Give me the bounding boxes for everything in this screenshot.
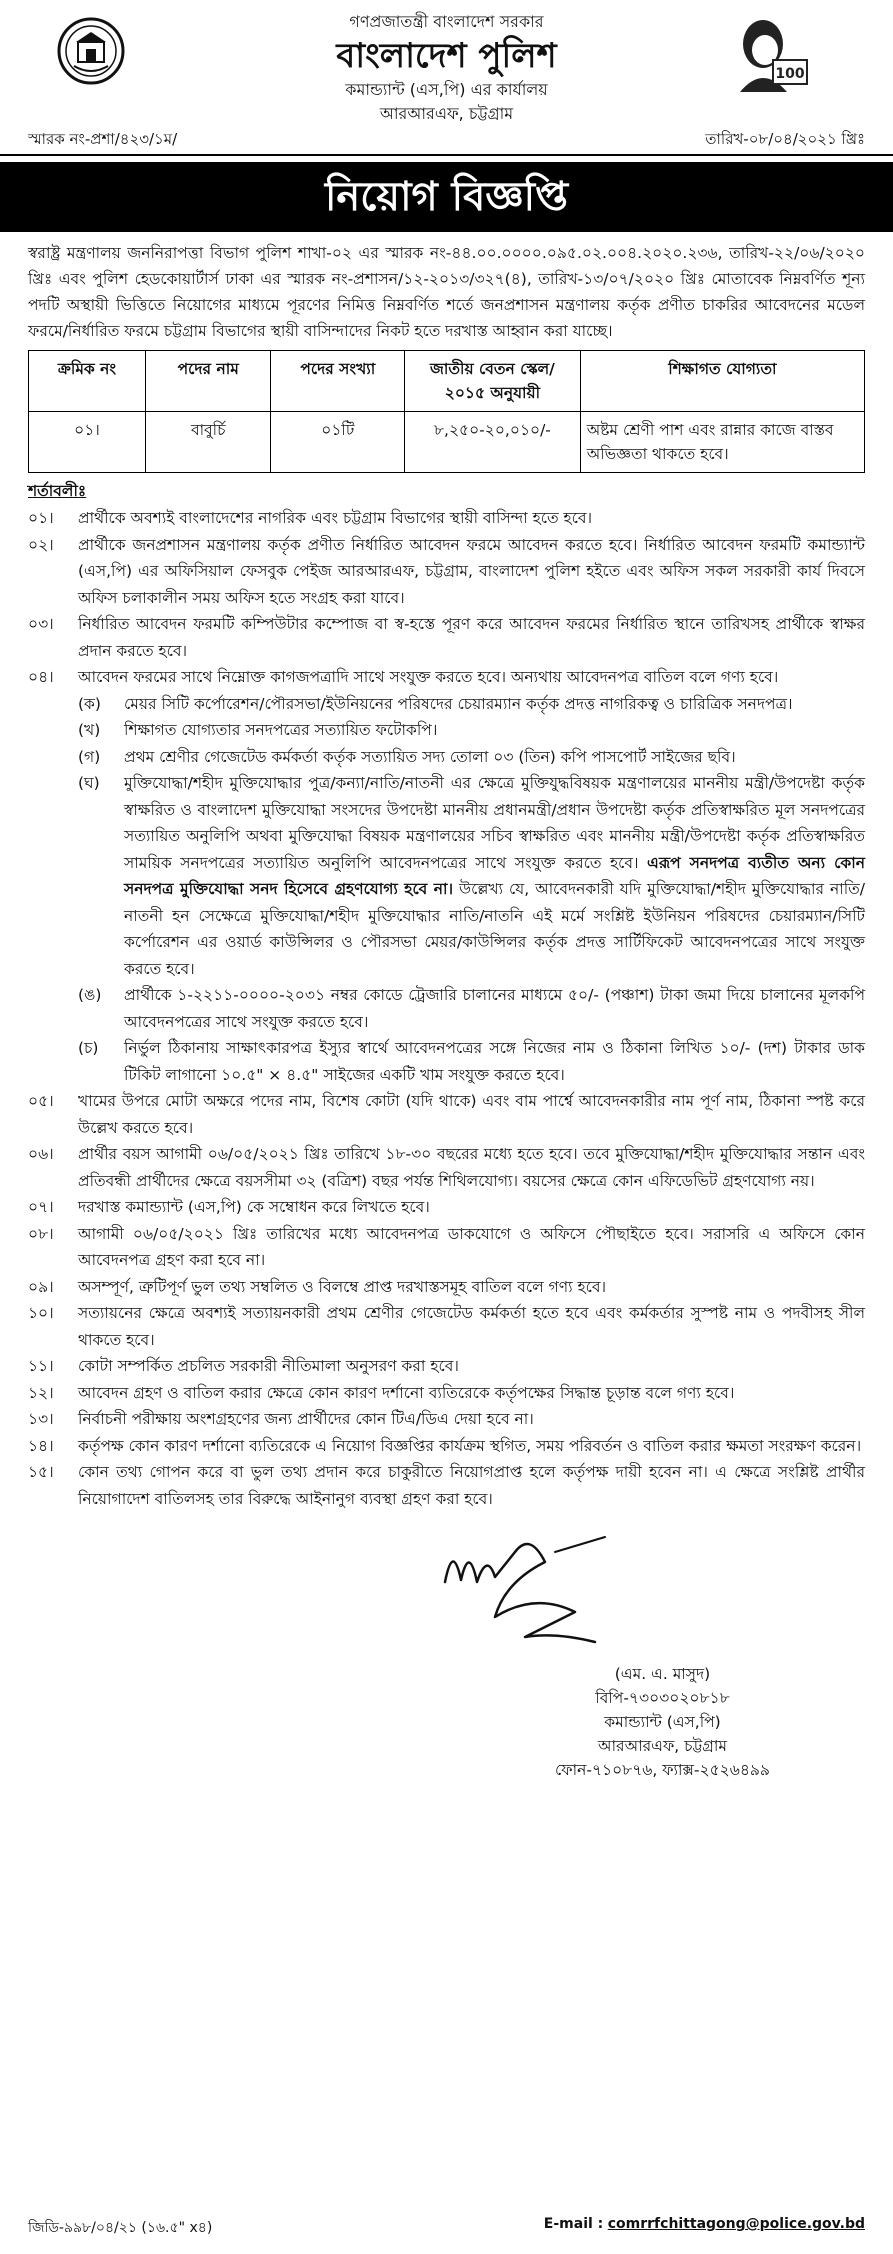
sub-condition-number: (ঙ) [78,986,102,1004]
freedom-fighter-text: মুক্তিযোদ্ধা/শহীদ মুক্তিযোদ্ধার পুত্র/কন্যা/নাতি/নাতনী এর ক্ষেত্রে মুক্তিযুদ্ধবিষয়ক মন্ত্রণালয়ের মাননীয় মন্ত্রী/উপদেষ্টা কর্তৃক স্বাক্ষরিত ও বাংলাদেশ মুক্তিযোদ্ধা সংসদের উপদেষ্টা মাননীয় প্রধানমন্ত্রী/প্রধান উপদেষ্টা কর্তৃক প্রতিস্বাক্ষরিত মূল সনদপত্রের সত্যায়িত অনুলিপি অথবা মুক্তিযোদ্ধা বিষয়ক মন্ত্রণালয়ের সচিব স্বাক্ষরিত এবং মাননীয় মন্ত্রী/উপদেষ্টা কর্তৃক প্রতিস্বাক্ষরিত সাময়িক সনদপত্রের সত্যায়িত অনুলিপি আবেদনপত্রের সাথে সংযুক্ত করতে হবে। [124,774,865,872]
sub-condition-text: মেয়র সিটি কর্পোরেশন/পৌরসভা/ইউনিয়নের পরিষদের চেয়ারম্যান কর্তৃক প্রদত্ত নাগরিকত্ব ও চারিত্রিক সনদপত্র। [124,694,793,713]
condition-item [28,611,865,664]
condition-item [28,1433,865,1460]
condition-number: ০১। [28,509,54,527]
condition-number: ১৩। [28,1410,54,1428]
svg-text:100: 100 [775,66,805,82]
sub-condition-item [78,770,865,982]
condition-number: ০৩। [28,615,54,633]
sub-condition-item [78,717,865,744]
condition-text: কর্তৃপক্ষ কোন কারণ দর্শানো ব্যতিরেকে এ নিয়োগ বিজ্ঞপ্তির কার্যক্রম স্থগিত, সময় পরিবর্তন ও বাতিল করার ক্ষমতা সংরক্ষণ করেন। [78,1436,862,1455]
place-line: আরআরএফ, চট্টগ্রাম [379,104,514,123]
sub-condition-number: (গ) [78,747,101,766]
conditions-list [28,505,865,1512]
condition-text: কোটা সম্পর্কিত প্রচলিত সরকারী নীতিমালা অনুসরণ করা হবে। [78,1357,459,1375]
condition-item [28,1221,865,1274]
condition-text: কোন তথ্য গোপন করে বা ভুল তথ্য প্রদান করে চাকুরীতে নিয়োগপ্রাপ্ত হলে কর্তৃপক্ষ দায়ী হবেন না। এ ক্ষেত্রে সংশ্লিষ্ট প্রার্থীর নিয়োগাদেশ বাতিলসহ তার বিরুদ্ধে আইনানুগ ব্যবস্থা গ্রহণ করা হবে। [78,1463,865,1508]
condition-number: ১০। [28,1304,54,1322]
sub-condition-item [78,982,865,1035]
condition-number: ০৫। [28,1092,54,1110]
condition-item [28,1300,865,1353]
condition-text: অসম্পূর্ণ, ত্রুটিপূর্ণ ভুল তথ্য সম্বলিত ও বিলম্বে প্রাপ্ত দরখাস্তসমূহ বাতিল বলে গণ্য হবে। [78,1277,607,1296]
cell-post-count: ০১টি [271,412,405,473]
condition-item [28,1194,865,1221]
freedom-fighter-emphasis: এরূপ সনদপত্র ব্যতীত অন্য কোন সনদপত্র মুক্তিযোদ্ধা সনদ হিসেবে গ্রহণযোগ্য হবে না। [124,853,865,898]
sub-condition-text [124,770,865,982]
cell-pay-scale: ৮,২৫০-২০,০১০/- [405,412,581,473]
col-serial: ক্রমিক নং [29,351,146,412]
condition-text: নির্ধারিত আবেদন ফরমটি কম্পিউটার কম্পোজ বা স্ব-হস্তে পূরণ করে আবেদন ফরমের নির্ধারিত স্থানে তারিখসহ প্রার্থীকে স্বাক্ষর প্রদান করতে হবে। [78,615,865,660]
col-post-count: পদের সংখ্যা [271,351,405,412]
bangladesh-police-emblem-icon [56,16,126,86]
table-row [29,412,865,473]
condition-number: ১৪। [28,1436,54,1455]
sub-condition-number: (খ) [78,721,101,739]
memo-date: তারিখ-০৮/০৪/২০২১ খ্রিঃ [705,130,865,148]
condition-item [28,1141,865,1194]
sub-condition-number: (চ) [78,1039,99,1057]
condition-text: আগামী ০৬/০৫/২০২১ খ্রিঃ তারিখের মধ্যে আবেদনপত্র ডাকযোগে ও অফিসে পৌছাইতে হবে। সরাসরি এ অফিসে কোন আবেদনপত্র গ্রহণ করা হবে না। [78,1224,865,1269]
org-name: বাংলাদেশ পুলিশ [336,36,557,76]
signatory-bp: বিপি-৭৩০৩০২০৮১৮ [595,1689,730,1707]
signatory-name: (এম. এ. মাসুদ) [614,1665,711,1683]
condition-item [28,664,865,691]
condition-number: ১৫। [28,1463,54,1481]
sub-condition-text: শিক্ষাগত যোগ্যতার সনদপত্রের সত্যায়িত ফটোকপি। [124,721,438,739]
condition-number: ১১। [28,1357,54,1375]
condition-text: দরখাস্ত কমান্ড্যান্ট (এস,পি) কে সম্বোধন করে লিখতে হবে। [78,1198,430,1216]
condition-text: সত্যায়নের ক্ষেত্রে অবশ্যই সত্যায়নকারী প্রথম শ্রেণীর গেজেটেড কর্মকর্তা হতে হবে এবং কর্মকর্তার সুস্পষ্ট নাম ও পদবীসহ সীল থাকতে হবে। [78,1304,865,1349]
conditions-heading: শর্তাবলীঃ [28,482,87,500]
condition-text: প্রার্থীকে জনপ্রশাসন মন্ত্রণালয় কর্তৃক প্রণীত নির্ধারিত আবেদন ফরমে আবেদন করতে হবে। নির্ধারিত আবেদন ফরমটি কমান্ড্যান্ট (এস,পি) এর অফিসিয়াল ফেসবুক পেইজ আরআরএফ, চট্টগ্রাম, বাংলাদেশ পুলিশ হইতে এবং অফিস সকল সরকারী কার্য দিবসে অফিস চলাকালীন সময় অফিস হতে সংগ্রহ করা যাবে। [78,535,865,607]
condition-number: ০৬। [28,1145,54,1163]
condition-number: ০৪। [28,668,54,686]
mujib-borsho-logo-icon [725,12,835,102]
condition-number: ০৮। [28,1224,54,1243]
cell-qualification: অষ্টম শ্রেণী পাশ এবং রান্নার কাজে বাস্তব অভিজ্ঞতা থাকতে হবে। [580,412,864,473]
memo-number: স্মারক নং-প্রশা/৪২৩/১ম/ [28,130,178,148]
sub-condition-text: প্রথম শ্রেণীর গেজেটেড কর্মকর্তা কর্তৃক সত্যায়িত সদ্য তোলা ০৩ (তিন) কপি পাসপোর্ট সাইজের ছবি। [124,747,736,766]
condition-text: প্রার্থীকে অবশ্যই বাংলাদেশের নাগরিক এবং চট্টগ্রাম বিভাগের স্থায়ী বাসিন্দা হতে হবে। [78,509,593,527]
sub-condition-item [78,744,865,771]
sub-condition-text: প্রার্থীকে ১-২২১১-০০০০-২০৩১ নম্বর কোডে ট্রেজারি চালানের মাধ্যমে ৫০/- (পঞ্চাশ) টাকা জমা দিয়ে চালানের মূলকপি আবেদনপত্রের সাথে সংযুক্ত করতে হবে। [124,986,865,1031]
sub-condition-item [78,1035,865,1088]
condition-item [28,532,865,612]
email-line [544,2216,865,2240]
email-link[interactable]: comrrfchittagong@police.gov.bd [607,2216,865,2232]
sub-condition-item [78,691,865,718]
signatory-phone: ফোন-৭১০৮৭৬, ফ্যাক্স-২৫২৬৪৯৯ [554,1761,770,1779]
col-qualification: শিক্ষাগত যোগ্যতা [580,351,864,412]
table-header-row [29,351,865,412]
signatory-place: আরআরএফ, চট্টগ্রাম [597,1737,728,1755]
intro-paragraph: স্বরাষ্ট্র মন্ত্রণালয় জননিরাপত্তা বিভাগ পুলিশ শাখা-০২ এর স্মারক নং-৪৪.০০.০০০০.০৯৫.০২.০০৪.২০২০.২৩৬, তারিখ-২২/০৬/২০২০ খ্রিঃ এবং পুলিশ হেডকোয়ার্টার্স ঢাকা এর স্মারক নং-প্রশাসন/১২-২০১৩/৩২৭(৪), তারিখ-১৩/০৭/২০২০ খ্রিঃ মোতাবেক নিম্নবর্ণিত শূন্য পদটি অস্থায়ী ভিত্তিতে নিয়োগের মাধ্যমে পূরণের নিমিত্ত নিম্নবর্ণিত শর্তে জনপ্রশাসন মন্ত্রণালয় কর্তৃক প্রণীত চাকরির আবেদনের মডেল ফরমে/নির্ধারিত ফরমে চট্টগ্রাম বিভাগের স্থায়ী বাসিন্দাদের নিকট হতে দরখাস্ত আহ্বান করা যাচ্ছে। [28,244,865,340]
notice-title: নিয়োগ বিজ্ঞপ্তি [0,162,893,232]
divider [0,154,893,156]
freedom-fighter-note: উল্লেখ্য যে, আবেদনকারী যদি মুক্তিযোদ্ধা/শহীদ মুক্তিযোদ্ধার নাতি/নাতনী হন সেক্ষেত্রে মুক্তিযোদ্ধা/শহীদ মুক্তিযোদ্ধার নাতি/নাতনি এই মর্মে সংশ্লিষ্ট ইউনিয়ন পরিষদের চেয়ারম্যান/সিটি কর্পোরেশন এর ওয়ার্ড কাউন্সিলর ও পৌরসভা মেয়র/কাউন্সিলর কর্তৃক প্রদত্ত সার্টিফিকেট আবেদনপত্রের সাথে সংযুক্ত করতে হবে। [124,880,866,978]
condition-number: ০৯। [28,1277,54,1296]
col-post-name: পদের নাম [146,351,271,412]
condition-text: আবেদন ফরমের সাথে নিম্নোক্ত কাগজপত্রাদি সাথে সংযুক্ত করতে হবে। অন্যথায় আবেদনপত্র বাতিল বলে গণ্য হবে। [78,668,779,686]
signature-area [28,1512,865,1832]
condition-text: প্রার্থীর বয়স আগামী ০৬/০৫/২০২১ খ্রিঃ তারিখে ১৮-৩০ বছরের মধ্যে হতে হবে। তবে মুক্তিযোদ্ধা/শহীদ মুক্তিযোদ্ধার সন্তান এবং প্রতিবন্ধী প্রার্থীদের ক্ষেত্রে বয়সসীমা ৩২ (বত্রিশ) বছর পর্যন্ত শিথিলযোগ্য। বয়সের ক্ষেত্রে কোন এফিডেভিট গ্রহণযোগ্য নয়। [78,1145,865,1190]
handwritten-signature-icon [435,1522,615,1652]
condition-item [28,1406,865,1433]
condition-number: ০৭। [28,1198,54,1216]
col-pay-scale: জাতীয় বেতন স্কেল/২০১৫ অনুযায়ী [405,351,581,412]
condition-text: আবেদন গ্রহণ ও বাতিল করার ক্ষেত্রে কোন কারণ দর্শানো ব্যতিরেকে কর্তৃপক্ষের সিদ্ধান্ত চূড়ান্ত বলে গণ্য হবে। [78,1383,735,1402]
condition-item [28,1459,865,1512]
email-label: E-mail : [543,2216,604,2232]
post-table [28,350,865,473]
condition-text: খামের উপরে মোটা অক্ষরে পদের নাম, বিশেষ কোটা (যদি থাকে) এবং বাম পার্শ্বে আবেদনকারীর নাম পূর্ণ নাম, ঠিকানা স্পষ্ট করে উল্লেখ করতে হবে। [78,1092,865,1137]
reference-row [28,128,865,153]
condition-item [28,505,865,532]
signatory-designation: কমান্ড্যান্ট (এস,পি) [604,1713,721,1731]
condition-number: ০২। [28,535,54,554]
cell-post-name: বাবুর্চি [146,412,271,473]
letterhead [28,0,865,150]
govt-line: গণপ্রজাতন্ত্রী বাংলাদেশ সরকার [349,12,544,31]
footer [28,2216,865,2240]
sub-condition-number: (ঘ) [78,774,100,792]
sub-condition-number: (ক) [78,694,101,713]
condition-number: ১২। [28,1383,54,1402]
gd-number: জিডি-৯৯৮/০৪/২১ (১৬.৫" x৪) [28,2220,213,2236]
condition-text: নির্বাচনী পরীক্ষায় অংশগ্রহণের জন্য প্রার্থীদের কোন টিএ/ডিএ দেয়া হবে না। [78,1410,534,1428]
condition-item [28,1088,865,1141]
cell-serial: ০১। [29,412,146,473]
condition-item [28,1353,865,1380]
sub-condition-text: নির্ভুল ঠিকানায় সাক্ষাৎকারপত্র ইস্যুর স্বার্থে আবেদনপত্রের সঙ্গে নিজের নাম ও ঠিকানা লিখিত ১০/- (দশ) টাকার ডাক টিকিট লাগানো ১০.৫" × ৪.৫" সাইজের একটি খাম সংযুক্ত করতে হবে। [124,1039,865,1084]
condition-item [28,1274,865,1301]
condition-item [28,1380,865,1407]
office-line: কমান্ড্যান্ট (এস,পি) এর কার্যালয় [345,80,548,99]
signatory-block [555,1662,770,1782]
